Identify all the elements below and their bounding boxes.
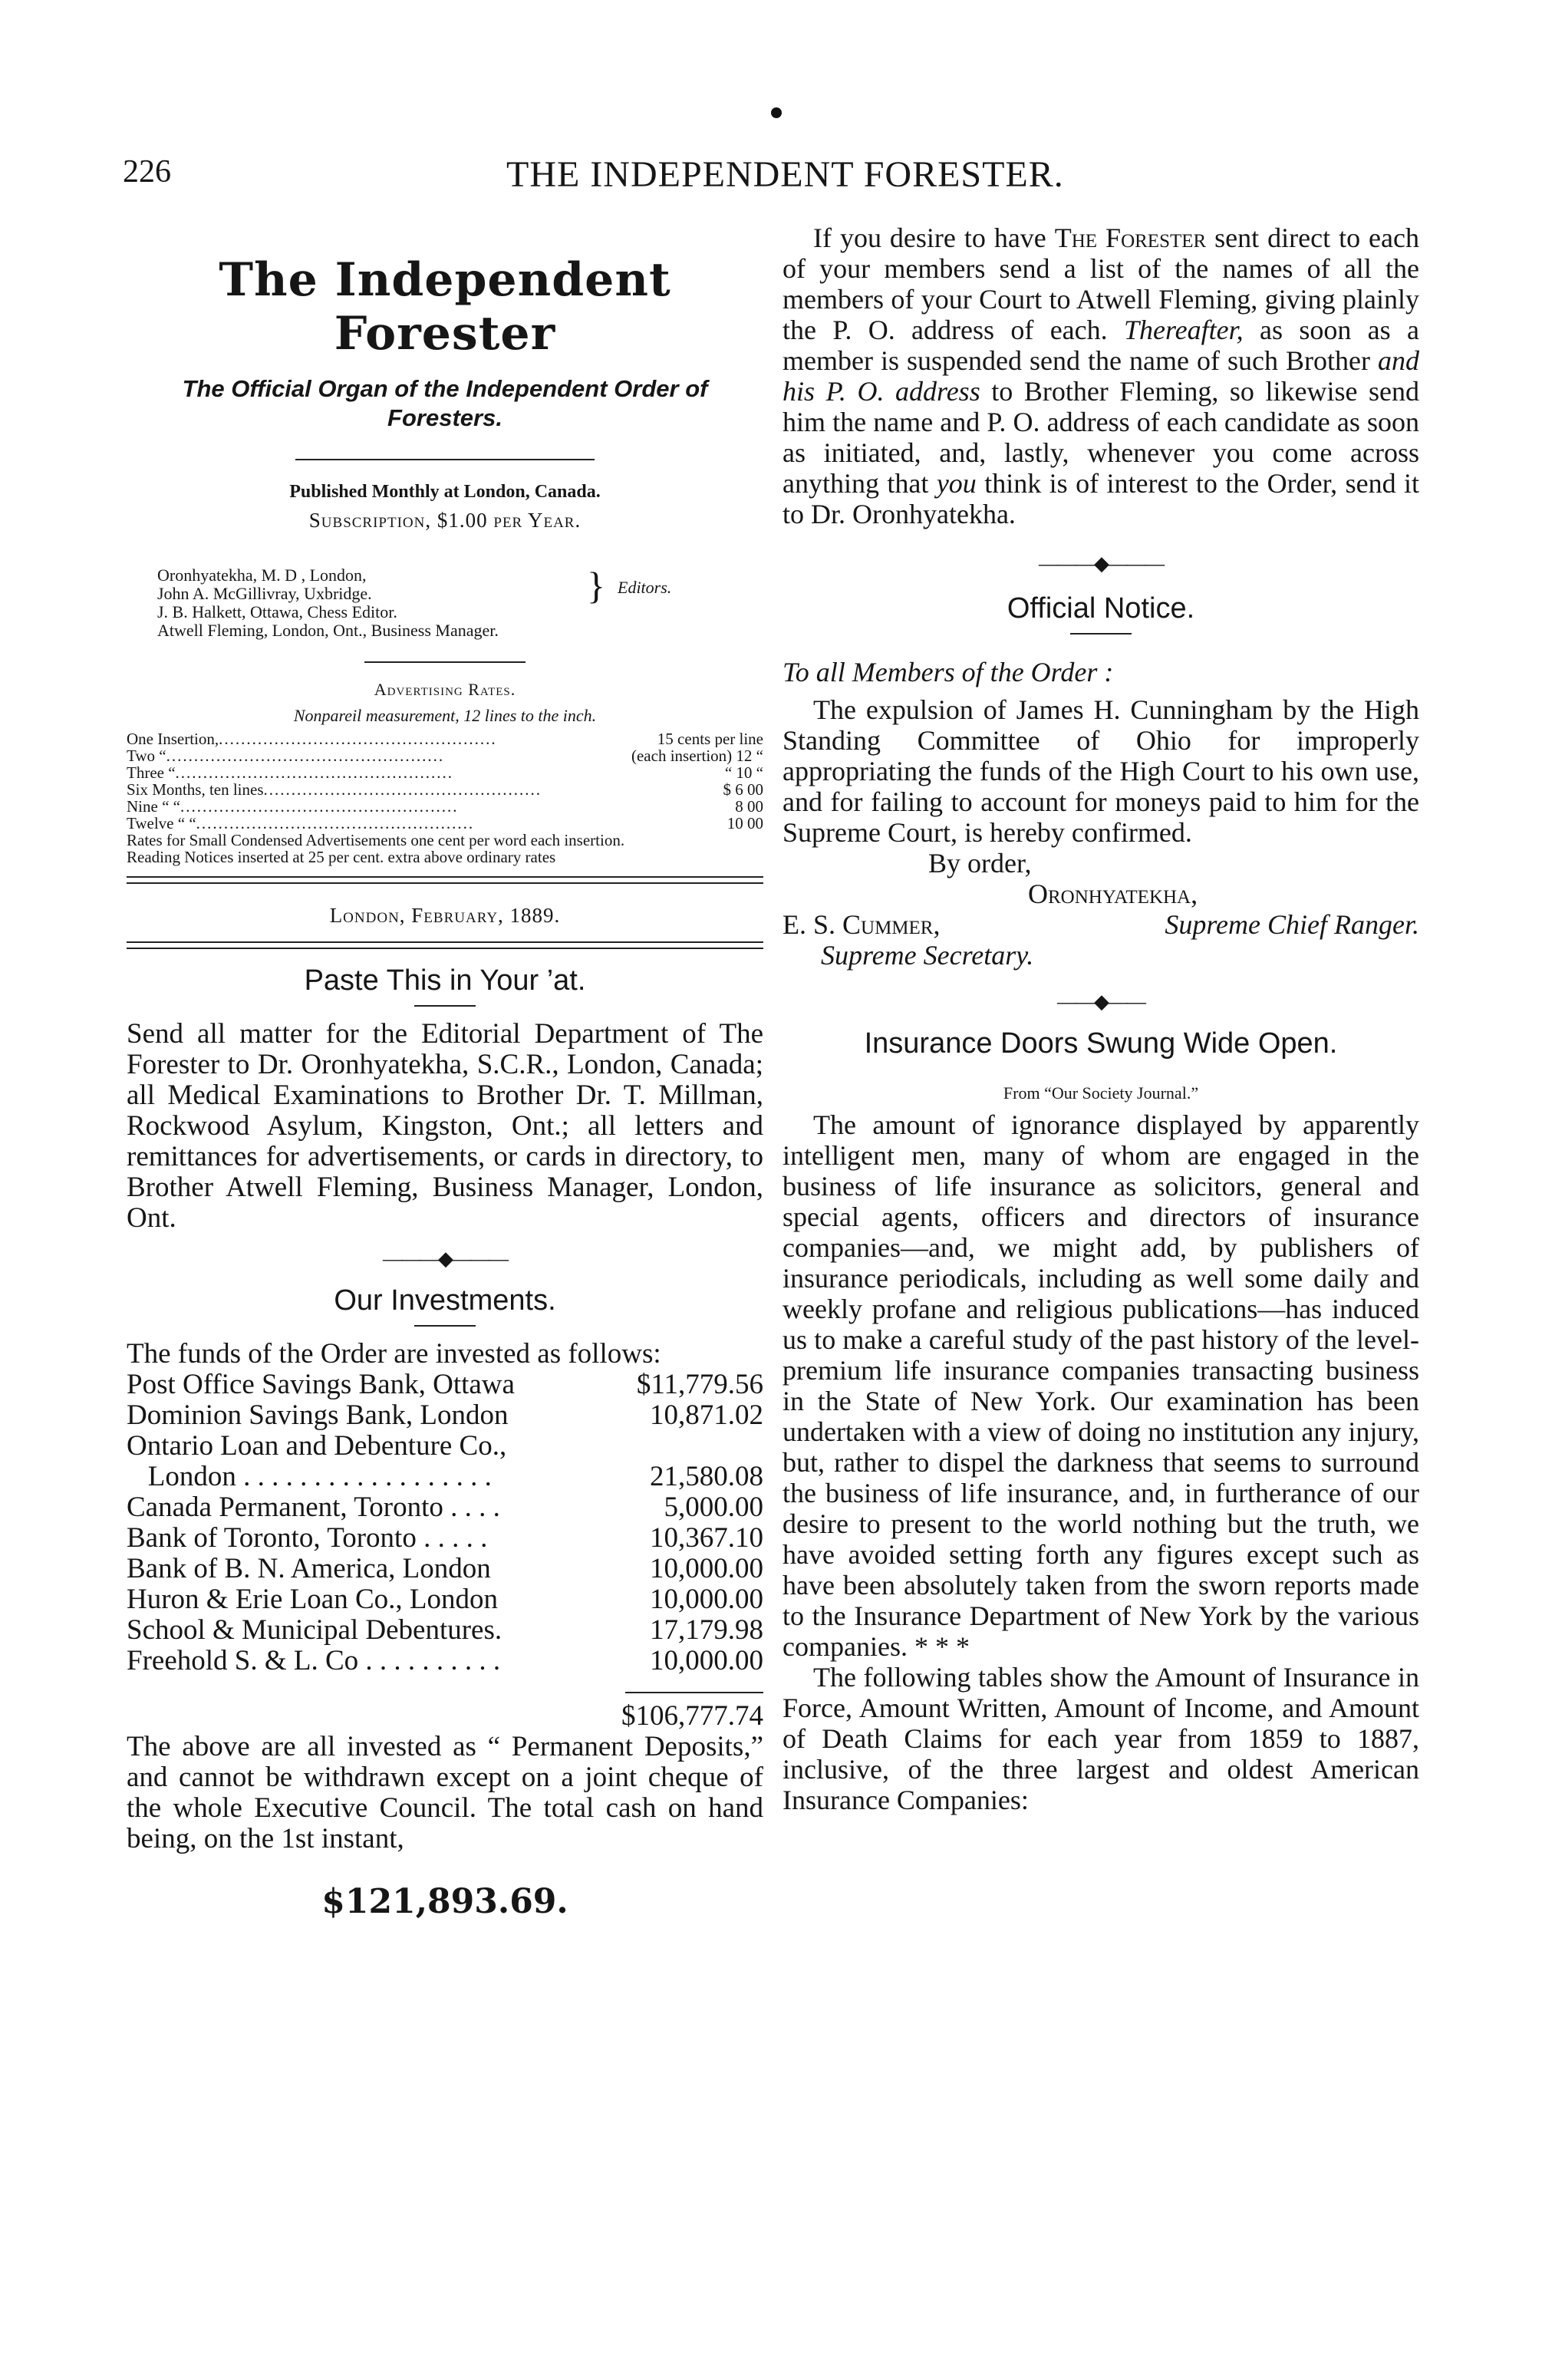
masthead-subtitle: The Official Organ of the Independent Order of Foresters. <box>182 375 708 431</box>
investment-row: Canada Permanent, Toronto . . . . 5,000.00 <box>127 1492 763 1523</box>
divider <box>414 1325 476 1327</box>
signature-row <box>783 909 1419 940</box>
paste-heading: Paste This in Your ’at. <box>304 964 586 997</box>
cash-on-hand: $121,893.69. <box>321 1882 568 1921</box>
divider <box>295 459 595 460</box>
subscription-line: Subscription, $1.00 per Year. <box>308 509 582 532</box>
insurance-paragraph-2: The following tables show the Amount of Insurance in Force, Amount Written, Amount of Income, and Amount of Death Claims for each year from 1859 to 1887, inclusive, of the three largest and oldest American Insurance Companies: <box>783 1662 1419 1815</box>
publication-line: Published Monthly at London, Canada. <box>289 482 601 502</box>
ornament-divider: ———◆——— <box>1039 552 1163 575</box>
divider <box>414 1005 476 1007</box>
investment-row: Dominion Savings Bank, London 10,871.02 <box>127 1399 763 1431</box>
editor-line: Atwell Fleming, London, Ont., Business Manager. <box>157 621 499 640</box>
rate-note: Rates for Small Condensed Advertisements one cent per word each insertion. <box>127 831 625 849</box>
page-number: 226 <box>123 154 171 190</box>
official-notice-body: The expulsion of James H. Cunningham by the High Standing Committee of Ohio for improperly appropriating the funds of the High Court to his own use, and for failing to account for moneys paid to him for the Supreme Court, is hereby confirmed. <box>783 694 1419 848</box>
rate-row: Two “ .................................................. (each insertion) 12 “ <box>127 747 763 764</box>
insurance-paragraph-1: The amount of ignorance displayed by apparently intelligent men, many of whom are engaged in the business of life insurance as solicitors, general and special agents, officers and directors of insurance companies—and, we might add, by publishers of insurance periodicals, including as well some daily and weekly profane and religious publications—has induced us to make a careful study of the past history of the level-premium life insurance companies transacting business in the State of New York. Our examination has been undertaken with a view of doing no institution any injury, but, rather to dispel the darkness that seems to surround the business of life insurance, and, in furtherance of our desire to present to the world nothing but the truth, we have avoided setting forth any figures except such as have been absolutely taken from the sworn reports made to the Insurance Department of New York by the various companies. * * * <box>783 1109 1419 1662</box>
rate-row: Twelve “ “ .................................................. 10 00 <box>127 815 763 832</box>
investment-row: Huron & Erie Loan Co., London 10,000.00 <box>127 1584 763 1615</box>
rate-note: Reading Notices inserted at 25 per cent. extra above ordinary rates <box>127 848 556 866</box>
running-head: THE INDEPENDENT FORESTER. <box>506 154 1064 195</box>
rate-row: One Insertion, .................................................. 15 cents per line <box>127 730 763 747</box>
investment-row: Bank of B. N. America, London 10,000.00 <box>127 1553 763 1584</box>
left-column <box>127 223 763 1921</box>
editor-line: Oronhyatekha, M. D , London, <box>157 565 367 585</box>
editor-line: John A. McGillivray, Uxbridge. <box>157 584 372 603</box>
investments-intro: The funds of the Order are invested as follows: <box>127 1338 661 1370</box>
rate-row: Three “ .................................................. “ 10 “ <box>127 764 763 781</box>
investment-row: Post Office Savings Bank, Ottawa $11,779.56 <box>127 1369 763 1400</box>
investment-row: Ontario Loan and Debenture Co., <box>127 1431 507 1462</box>
article-source: From “Our Society Journal.” <box>1003 1083 1199 1103</box>
divider <box>364 661 526 663</box>
by-order: By order, <box>928 848 1032 878</box>
rates-table <box>127 730 763 865</box>
investments-total: $106,777.74 <box>621 1700 763 1732</box>
paste-body: Send all matter for the Editorial Department of The Forester to Dr. Oronhyatekha, S.C.R., London, Canada; all Medical Examinations to Brother Dr. T. Millman, Rockwood Asylum, Kingston, Ont.; all letters and remittances for advertisements, or cards in directory, to Brother Atwell Fleming, Business Manager, London, Ont. <box>127 1018 763 1234</box>
divider <box>1070 633 1132 635</box>
signer-name: Oronhyatekha, <box>1028 878 1198 909</box>
investment-row: Freehold S. & L. Co . . . . . . . . . . 10,000.00 <box>127 1645 763 1676</box>
double-rule <box>127 941 763 949</box>
ornament-divider: ——◆—— <box>1057 991 1145 1013</box>
secretary-name: E. S. Cummer, <box>783 909 941 940</box>
dateline: London, February, 1889. <box>329 904 561 927</box>
secretary-title: Supreme Secretary. <box>821 940 1034 971</box>
investments-table <box>127 1370 763 1676</box>
insurance-heading: Insurance Doors Swung Wide Open. <box>864 1027 1338 1060</box>
investment-row: School & Municipal Debentures. 17,179.98 <box>127 1614 763 1646</box>
members-notice: If you desire to have The Forester sent direct to each of your members send a list of the names of all the members of your Court to Atwell Fleming, giving plainly the P. O. address of each. Thereafter, as soon as a member is suspended send the name of such Brother and his P. O. address to Brother Fleming, so likewise send him the name and P. O. address of each candidate as soon as initiated, and, lastly, whenever you come across anything that you think is of interest to the Order, send it to Dr. Oronhyatekha. <box>783 223 1420 529</box>
advertising-subheading: Nonpareil measurement, 12 lines to the inch. <box>293 706 597 725</box>
official-notice-heading: Official Notice. <box>1007 592 1195 625</box>
total-rule <box>625 1692 763 1693</box>
masthead-title: The Independent Forester <box>219 253 671 361</box>
editors-label: Editors. <box>618 578 672 597</box>
editor-line: J. B. Halkett, Ottawa, Chess Editor. <box>157 602 397 621</box>
investment-row: Bank of Toronto, Toronto . . . . . 10,367.10 <box>127 1522 763 1554</box>
double-rule <box>127 876 763 884</box>
salutation: To all Members of the Order : <box>783 657 1114 687</box>
brace-glyph: } <box>587 564 605 607</box>
rate-row: Nine “ “ .................................................. 8 00 <box>127 798 763 815</box>
ornament-divider: ———◆——— <box>383 1248 507 1270</box>
signer-title: Supreme Chief Ranger. <box>1165 909 1419 940</box>
investments-heading: Our Investments. <box>334 1284 556 1317</box>
editors-block <box>157 566 763 640</box>
printer-mark <box>771 107 782 118</box>
rate-row: Six Months, ten lines .................................................. $ 6 00 <box>127 781 763 798</box>
investment-row: London . . . . . . . . . . . . . . . . . . 21,580.08 <box>127 1461 763 1492</box>
right-column <box>783 223 1419 1815</box>
investments-closing: The above are all invested as “ Permanent Deposits,” and cannot be withdrawn except on a joint cheque of the whole Executive Council. The total cash on hand being, on the 1st instant, <box>127 1731 763 1854</box>
advertising-heading: Advertising Rates. <box>374 680 516 699</box>
